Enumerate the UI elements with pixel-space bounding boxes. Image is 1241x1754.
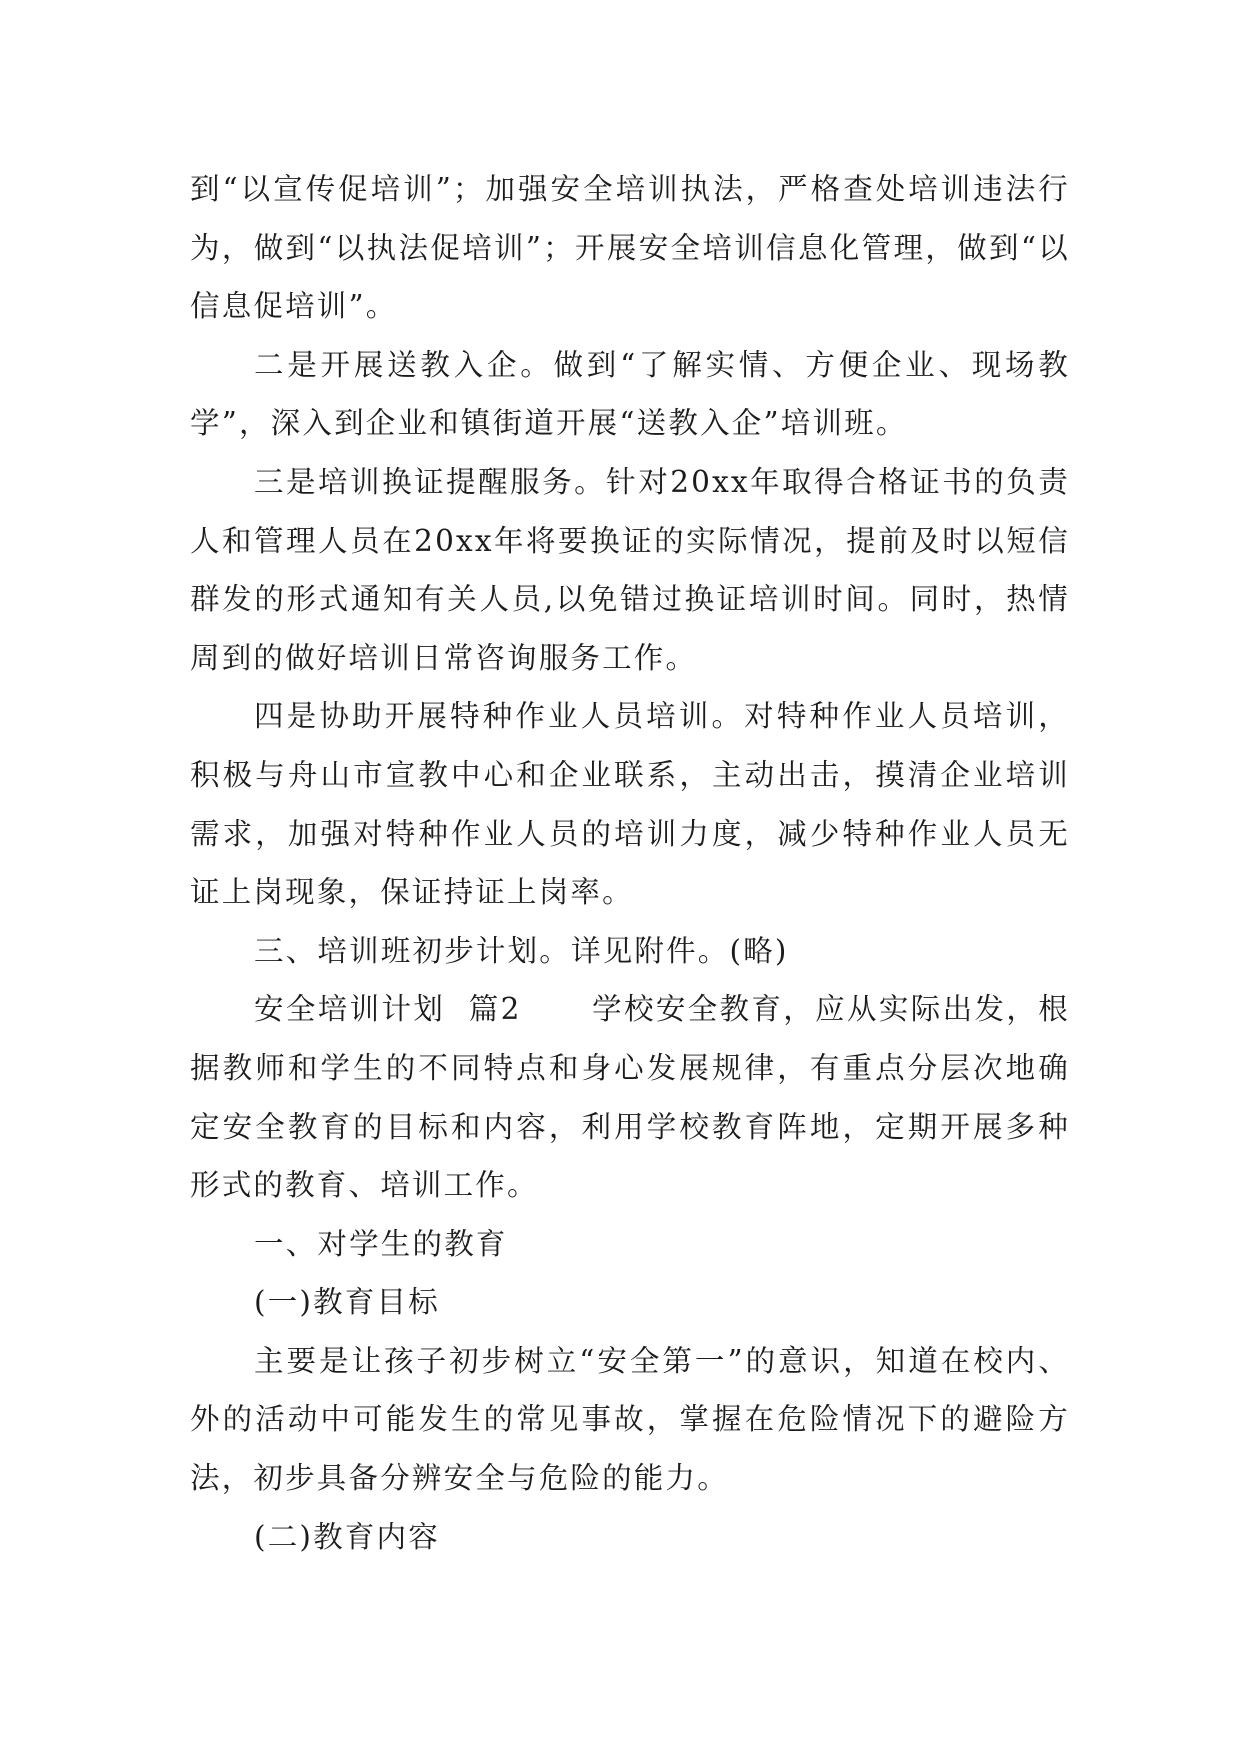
paragraph-goals-body: 主要是让孩子初步树立“安全第一”的意识，知道在校内、外的活动中可能发生的常见事故，掌握在危险情况下的避险方法，初步具备分辨安全与危险的能力。 xyxy=(190,1343,1070,1496)
paragraph-special-operations: 四是协助开展特种作业人员培训。对特种作业人员培训，积极与舟山市宣教中心和企业联系，主动出击，摸清企业培训需求，加强对特种作业人员的培训力度，减少特种作业人员无证上岗现象，保证持证上岗率。 xyxy=(190,699,1070,910)
subheading-education-goals: (一)教育目标 xyxy=(254,1285,440,1320)
subheading-education-content: (二)教育内容 xyxy=(254,1519,440,1554)
paragraph-continuation: 到“以宣传促培训”；加强安全培训执法，严格查处培训违法行为，做到“以执法促培训”；开展安全培训信息化管理，做到“以信息促培训”。 xyxy=(190,172,1070,324)
paragraph-training-plan: 三、培训班初步计划。详见附件。(略) xyxy=(254,933,789,968)
paragraph-renewal-reminder: 三是培训换证提醒服务。针对20xx年取得合格证书的负责人和管理人员在20xx年将要换证的实际情况，提前及时以短信群发的形式通知有关人员,以免错过换证培训时间。同时，热情周到的做好培训日常咨询服务工作。 xyxy=(190,464,1070,675)
paragraph-plan-2-intro: 安全培训计划 篇2 学校安全教育，应从实际出发，根据教师和学生的不同特点和身心发展规律，有重点分层次地确定安全教育的目标和内容，利用学校教育阵地，定期开展多种形式的教育、培训工作。 xyxy=(190,992,1070,1203)
section-heading-students: 一、对学生的教育 xyxy=(254,1226,508,1261)
document-body xyxy=(190,160,1070,1566)
paragraph-send-teaching: 二是开展送教入企。做到“了解实情、方便企业、现场教学”，深入到企业和镇街道开展“送教入企”培训班。 xyxy=(190,347,1070,441)
